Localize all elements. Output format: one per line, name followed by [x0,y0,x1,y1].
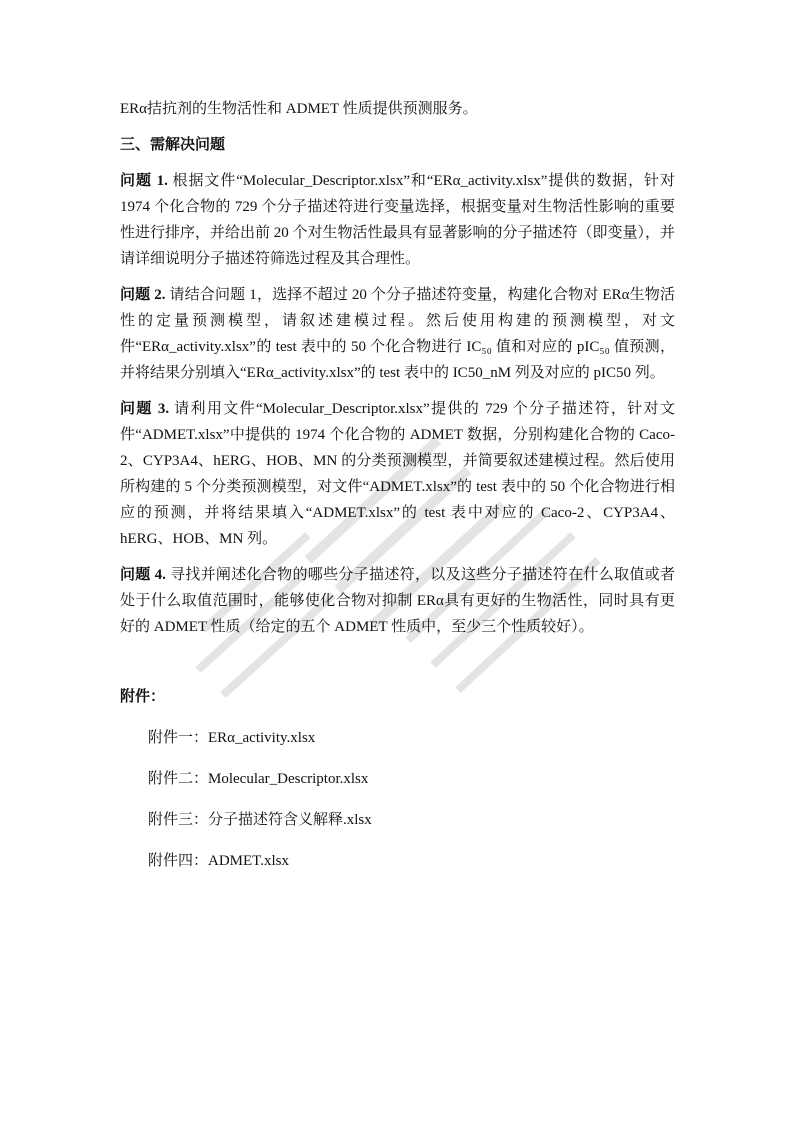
attachment-item: 附件一：ERα_activity.xlsx [148,730,316,746]
question-label: 问题 2. [120,287,166,303]
question-label: 问题 1. [120,173,168,189]
question-2 [120,282,675,386]
question-text: 寻找并阐述化合物的哪些分子描述符，以及这些分子描述符在什么取值或者处于什么取值范围时，能够使化合物对抑制 ERα具有更好的生物活性，同时具有更好的 ADMET 性质（给定的五个 ADMET 性质中，至少三个性质较好）。 [120,567,675,635]
attachment-item: 附件四：ADMET.xlsx [148,853,289,869]
attachment-item: 附件二：Molecular_Descriptor.xlsx [148,771,369,787]
attachments-title: 附件： [120,689,166,705]
attachment-item: 附件三：分子描述符含义解释.xlsx [148,812,372,828]
intro-paragraph: ERα拮抗剂的生物活性和 ADMET 性质提供预测服务。 [120,101,478,117]
question-label: 问题 4. [120,567,166,583]
question-label: 问题 3. [120,401,170,417]
section-title: 三、需解决问题 [120,137,226,153]
question-1 [120,168,675,272]
question-3 [120,396,675,552]
question-text: 请利用文件“Molecular_Descriptor.xlsx”提供的 729 个分子描述符，针对文件“ADMET.xlsx”中提供的 1974 个化合物的 ADMET 数据，分别构建化合物的 Caco-2、CYP3A4、hERG、HOB、MN 的分类预测模型，并简要叙述建模过程。然后使用所构建的 5 个分类预测模型，对文件“ADMET.xlsx”的 test 表中的 50 个化合物进行相应的预测，并将结果填入“ADMET.xlsx”的 test 表中对应的 Caco-2、CYP3A4、hERG、HOB、MN 列。 [120,401,675,547]
question-4 [120,562,675,640]
question-text: 请结合问题 1，选择不超过 20 个分子描述符变量，构建化合物对 ERα生物活性的定量预测模型，请叙述建模过程。然后使用构建的预测模型，对文件“ERα_activity.xlsx”的 test 表中的 50 个化合物进行 IC₅₀ 值和对应的 pIC₅₀ 值预测，并将结果分别填入“ERα_activity.xlsx”的 test 表中的 IC50_nM 列及对应的 pIC50 列。 [120,287,675,381]
document-content [120,96,675,884]
question-text: 根据文件“Molecular_Descriptor.xlsx”和“ERα_activity.xlsx”提供的数据，针对 1974 个化合物的 729 个分子描述符进行变量选择，根据变量对生物活性影响的重要性进行排序，并给出前 20 个对生物活性最具有显著影响的分子描述符（即变量），并请详细说明分子描述符筛选过程及其合理性。 [120,173,676,267]
